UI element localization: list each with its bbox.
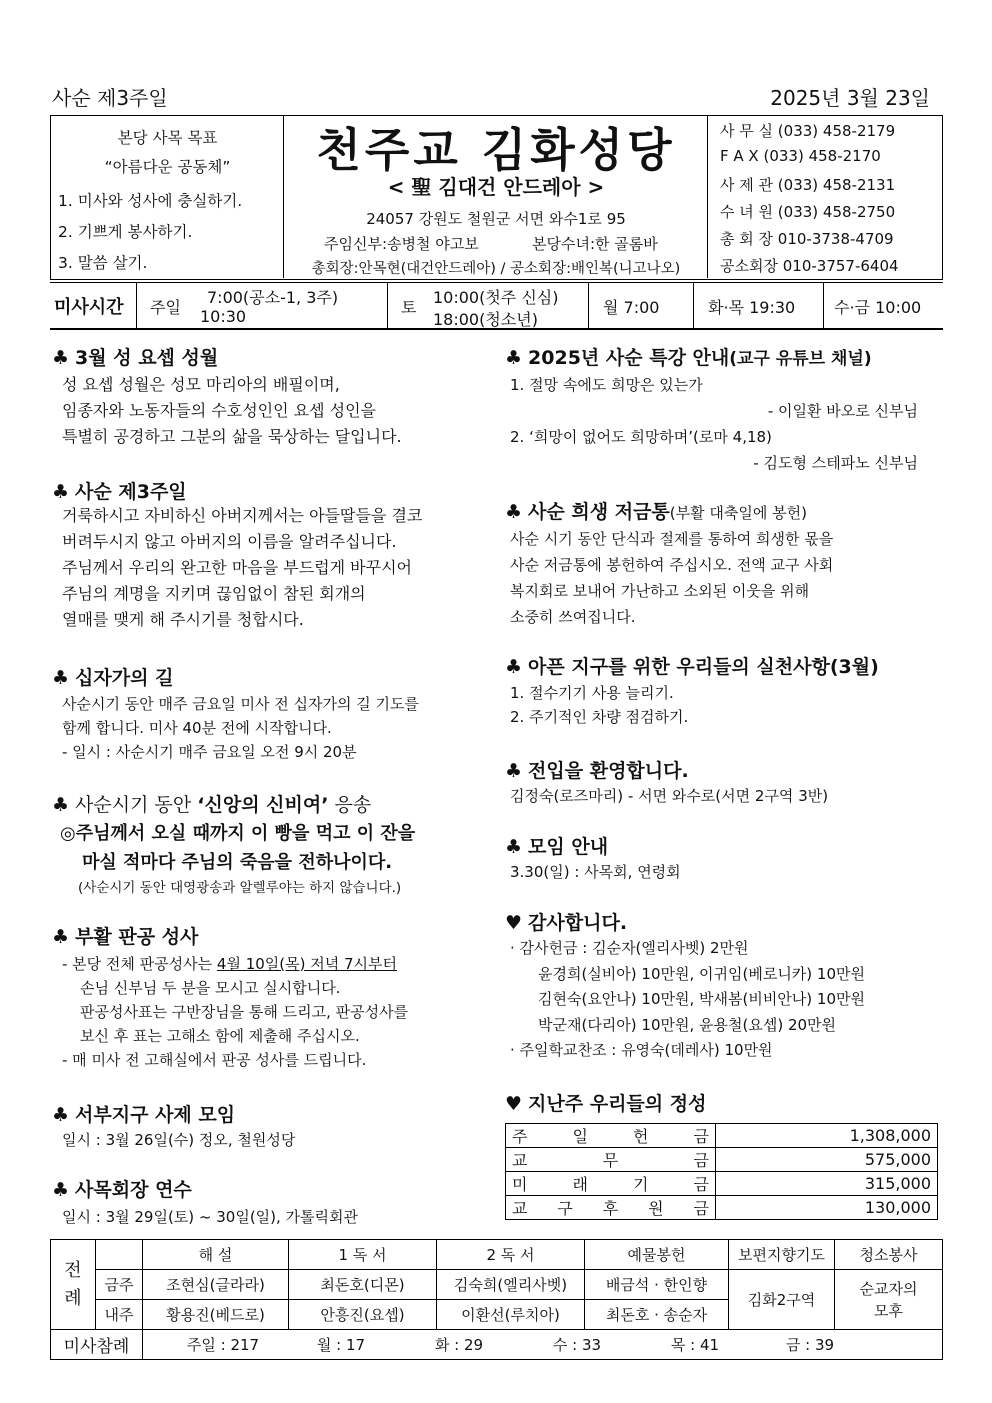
- joseph-body: 성 요셉 성월은 성모 마리아의 배필이며, 임종자와 노동자들의 수호성인인 요셉 성인을 특별히 공경하고 그분의 삶을 묵상하는 달입니다.: [62, 375, 402, 446]
- table-row: [51, 1240, 943, 1270]
- club-icon: ♣: [505, 656, 523, 678]
- patron-saint: < 聖 김대건 안드레아 >: [387, 175, 605, 199]
- club-icon: ♣: [505, 760, 523, 782]
- address: 24057 강원도 철원군 서면 와수1로 95: [366, 210, 626, 228]
- club-icon: ♣: [52, 347, 70, 369]
- cleaning-group: 순교자의 모후: [835, 1270, 943, 1330]
- attendance-counts: [143, 1330, 943, 1360]
- mass-times-label: 미사시간: [54, 297, 124, 318]
- contact-fax: F A X (033) 458-2170: [720, 147, 881, 165]
- goal-item: 1. 미사와 성사에 충실하기.: [58, 192, 243, 210]
- section-title-savings: ♣ 사순 희생 저금통(부활 대축일에 봉헌): [505, 501, 807, 523]
- lent3-body: 거룩하시고 자비하신 아버지께서는 아들딸들을 결코 버려두시지 않고 아버지의 이름을 알려주십니다. 주님께서 우리의 완고한 마음을 부드럽게 바꾸시어 주님의 계명을 지키며 끊임없이 참된 회개의 열매를 맺게 해 주시기를 청합시다.: [62, 506, 423, 629]
- stations-body: 사순시기 동안 매주 금요일 미사 전 십자가의 길 기도를 함께 합니다. 미사 40분 전에 시작합니다. - 일시 : 사순시기 매주 금요일 오전 9시 20분: [62, 695, 419, 761]
- mystery-response: ◎주님께서 오실 때까지 이 빵을 먹고 이 잔을 마실 적마다 주님의 죽음을 전하나이다.: [60, 823, 416, 873]
- section-title-welcome: ♣ 전입을 환영합니다.: [505, 760, 689, 782]
- attendance-count: 금 : 39: [785, 1336, 835, 1354]
- week-label: 금주: [96, 1270, 143, 1300]
- offering-amount: 1,308,000: [716, 1124, 938, 1148]
- offering-amount: 315,000: [716, 1172, 938, 1196]
- header-box: [50, 115, 943, 280]
- saturday-time-1: 10:00(첫주 신심): [433, 288, 559, 307]
- attendance-count: 목 : 41: [670, 1336, 720, 1354]
- mystery-note: (사순시기 동안 대영광송과 알렐루야는 하지 않습니다.): [78, 880, 402, 896]
- liturgy-label: 전 례: [51, 1240, 96, 1330]
- section-title-training: ♣ 사목회장 연수: [52, 1179, 192, 1201]
- saturday-label: 토: [401, 297, 417, 317]
- saturday-time-2: 18:00(청소년): [433, 310, 538, 329]
- attendance-count: 화 : 29: [434, 1336, 484, 1354]
- section-title-priests: ♣ 서부지구 사제 모임: [52, 1104, 236, 1126]
- offering-label: 주 일 헌 금: [506, 1124, 716, 1148]
- welcome-body: 김정숙(로즈마리) - 서면 와수로(서면 2구역 3반): [510, 787, 829, 805]
- attendance-count: 월 : 17: [316, 1336, 366, 1354]
- attendance-count: 주일 : 217: [186, 1336, 260, 1354]
- club-icon: ♣: [52, 481, 70, 503]
- club-icon: ♣: [52, 926, 70, 948]
- header-cell: 청소봉사: [835, 1240, 943, 1270]
- earth-body: 1. 절수기기 사용 늘리기. 2. 주기적인 차량 점검하기.: [510, 684, 689, 726]
- mass-times: [50, 282, 943, 330]
- offering-amount: 130,000: [716, 1196, 938, 1220]
- second-reader: 김숙희(엘리사벳): [437, 1270, 585, 1300]
- offering-label: 교 무 금: [506, 1148, 716, 1172]
- offering-label: 교 구 후 원 금: [506, 1196, 716, 1220]
- tue-thu-time: 화·목 19:30: [708, 297, 796, 317]
- thanks-body: · 감사헌금 : 김순자(엘리사벳) 2만원 윤경희(실비아) 10만원, 이귀임(베로니카) 10만원 김현숙(요안나) 10만원, 박새봄(비비안나) 10만원 박군재(다리아) 10만원, 윤용철(요셉) 20만원 · 주일학교찬조 : 유영숙(데레사) 10만원: [510, 939, 865, 1059]
- section-title-earth: ♣ 아픈 지구를 위한 우리들의 실천사항(3월): [505, 656, 879, 678]
- club-icon: ♣: [505, 347, 523, 369]
- contacts: [708, 116, 942, 278]
- table-row: [506, 1172, 938, 1196]
- section-title-stations: ♣ 십자가의 길: [52, 667, 174, 689]
- monday-time: 월 7:00: [603, 297, 660, 317]
- commentator: 조현심(글라라): [143, 1270, 289, 1300]
- lecture-body: 1. 절망 속에도 희망은 있는가 - 이일환 바오로 신부님 2. ‘희망이 없어도 희망하며’(로마 4,18) - 김도형 스테파노 신부님: [510, 376, 918, 472]
- club-icon: ♣: [52, 1179, 70, 1201]
- table-row: [506, 1196, 938, 1220]
- pastor: 주임신부:송병철 야고보: [324, 235, 479, 253]
- section-title-confession: ♣ 부활 판공 성사: [52, 926, 199, 948]
- first-reader: 최돈호(디몬): [289, 1270, 437, 1300]
- table-row: [51, 1330, 943, 1360]
- goal-item: 2. 기쁘게 봉사하기.: [58, 223, 193, 241]
- header-cell: 해 설: [143, 1240, 289, 1270]
- offerings-table: [505, 1123, 938, 1220]
- club-icon: ♣: [505, 501, 523, 523]
- contact-rectory: 사 제 관 (033) 458-2131: [720, 176, 896, 194]
- header-cell: 2 독 서: [437, 1240, 585, 1270]
- section-title-thanks: ♥ 감사합니다.: [505, 912, 628, 934]
- offertory: 최돈호 · 송순자: [585, 1300, 729, 1330]
- pastoral-goals: [51, 116, 284, 278]
- presidents: 총회장:안목현(대건안드레아) / 공소회장:배인복(니고나오): [311, 261, 681, 277]
- prayer-group: 김화2구역: [729, 1270, 835, 1330]
- section-title-meeting: ♣ 모임 안내: [505, 836, 609, 858]
- header-cell: 보편지향기도: [729, 1240, 835, 1270]
- contact-convent: 수 녀 원 (033) 458-2750: [720, 203, 896, 221]
- week-label: 내주: [96, 1300, 143, 1330]
- club-icon: ♣: [505, 836, 523, 858]
- sister: 본당수녀:한 골롬바: [532, 235, 658, 253]
- goal-item: 3. 말씀 살기.: [58, 254, 148, 272]
- contact-president: 총 회 장 010-3738-4709: [720, 230, 894, 248]
- meeting-body: 3.30(일) : 사목회, 연령회: [510, 863, 681, 881]
- table-row: [506, 1148, 938, 1172]
- table-row: [51, 1270, 943, 1300]
- issue-date: 2025년 3월 23일: [770, 86, 930, 110]
- parish-name: 천주교 김화성당: [316, 123, 676, 177]
- sunday-time-1: 7:00(공소-1, 3주): [207, 288, 339, 307]
- week-title: 사순 제3주일: [52, 86, 168, 110]
- contact-mission-president: 공소회장 010-3757-6404: [720, 257, 899, 275]
- header-cell: 예물봉헌: [585, 1240, 729, 1270]
- commentator: 황용진(베드로): [143, 1300, 289, 1330]
- table-row: [506, 1124, 938, 1148]
- first-reader: 안흥진(요셉): [289, 1300, 437, 1330]
- section-title-lent3: ♣ 사순 제3주일: [52, 481, 187, 503]
- contact-office: 사 무 실 (033) 458-2179: [720, 122, 896, 140]
- savings-body: 사순 시기 동안 단식과 절제를 통하여 희생한 몫을 사순 저금통에 봉헌하여 주십시오. 전액 교구 사회 복지회로 보내어 가난하고 소외된 이웃을 위해 소중히 쓰여집니다.: [510, 530, 834, 626]
- heart-icon: ♥: [505, 912, 523, 934]
- club-icon: ♣: [52, 794, 70, 816]
- second-reader: 이환선(루치아): [437, 1300, 585, 1330]
- section-title-joseph: ♣ 3월 성 요셉 성월: [52, 347, 219, 369]
- club-icon: ♣: [52, 1104, 70, 1126]
- goals-heading: 본당 사목 목표: [117, 129, 218, 147]
- priests-body: 일시 : 3월 26일(수) 정오, 철원성당: [62, 1131, 296, 1149]
- confession-body: - 본당 전체 판공성사는 4월 10일(목) 저녁 7시부터 손님 신부님 두 분을 모시고 실시합니다. 판공성사표는 구반장님을 통해 드리고, 판공성사를 보신 후 표는 고해소 함에 제출해 주십시오. - 매 미사 전 고해실에서 판공 성사를 드립니다.: [62, 955, 409, 1069]
- offering-amount: 575,000: [716, 1148, 938, 1172]
- section-title-lecture: ♣ 2025년 사순 특강 안내(교구 유튜브 채널): [505, 347, 872, 369]
- training-body: 일시 : 3월 29일(토) ~ 30일(일), 가톨릭회관: [62, 1208, 359, 1226]
- attendance-count: 수 : 33: [552, 1336, 602, 1354]
- club-icon: ♣: [52, 667, 70, 689]
- heart-icon: ♥: [505, 1093, 523, 1115]
- offertory: 배금석 · 한인향: [585, 1270, 729, 1300]
- liturgy-duty-table: [50, 1239, 943, 1360]
- attendance-label: 미사참례: [51, 1330, 143, 1360]
- parish-info: [284, 116, 708, 278]
- sunday-label: 주일: [150, 297, 181, 317]
- header-cell: 1 독 서: [289, 1240, 437, 1270]
- sunday-time-2: 10:30: [200, 307, 247, 326]
- section-title-mystery: ♣ 사순시기 동안 ‘신앙의 신비여’ 응송: [52, 794, 372, 816]
- offering-label: 미 래 기 금: [506, 1172, 716, 1196]
- goals-motto: “아름다운 공동체”: [104, 158, 231, 176]
- wed-fri-time: 수·금 10:00: [834, 297, 922, 317]
- section-title-offerings: ♥ 지난주 우리들의 정성: [505, 1093, 707, 1115]
